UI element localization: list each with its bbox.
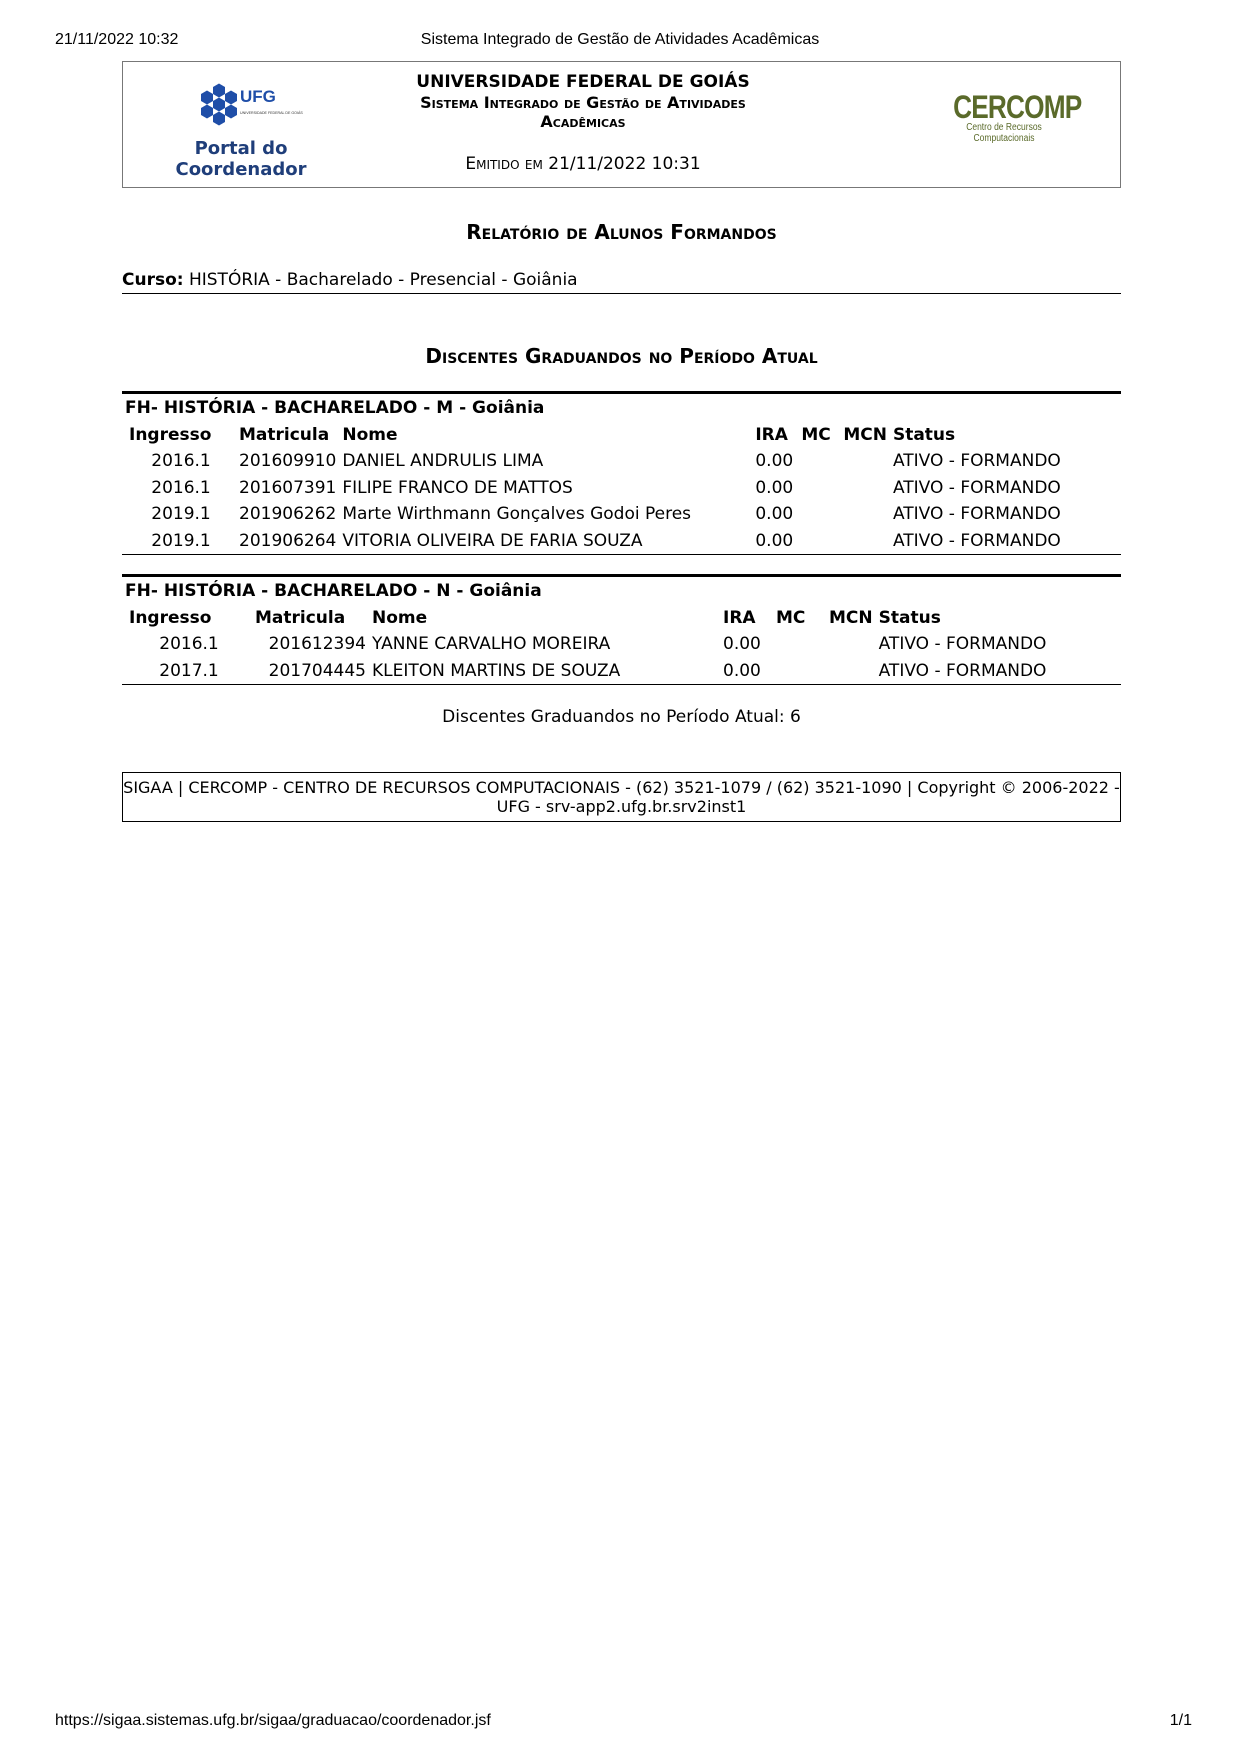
group-m	[122, 391, 1121, 555]
cell-ira: 0.00	[723, 660, 761, 681]
cell-matricula: 201607391	[239, 477, 337, 498]
cell-ira: 0.00	[755, 451, 794, 472]
table-row	[126, 448, 1064, 475]
group-title: FH- HISTÓRIA - BACHARELADO - N - Goiânia	[125, 581, 542, 601]
cell-ira: 0.00	[723, 634, 761, 655]
table-row	[126, 501, 1064, 528]
ufg-logo-subtext: UNIVERSIDADE FEDERAL DE GOIÁS	[240, 111, 303, 115]
col-matricula: Matricula	[255, 608, 346, 628]
col-nome: Nome	[372, 608, 428, 628]
cell-mcn	[826, 631, 876, 658]
cell-nome: DANIEL ANDRULIS LIMA	[342, 451, 544, 472]
cell-nome: YANNE CARVALHO MOREIRA	[372, 634, 611, 655]
cercomp-logo-subtitle: Centro de Recursos Computacionais	[966, 122, 1042, 144]
cell-nome: Marte Wirthmann Gonçalves Godoi Peres	[342, 504, 692, 525]
print-page-title: Sistema Integrado de Gestão de Atividades Acadêmicas	[420, 31, 820, 48]
cell-ingresso: 2016.1	[159, 634, 219, 655]
cell-mc	[773, 658, 826, 685]
university-name: UNIVERSIDADE FEDERAL DE GOIÁS	[416, 72, 750, 92]
cell-status: ATIVO - FORMANDO	[892, 504, 1061, 525]
col-ingresso: Ingresso	[129, 425, 212, 445]
cell-mc	[773, 631, 826, 658]
ufg-logo	[191, 80, 303, 128]
table-header-row	[126, 605, 1049, 631]
cell-nome: KLEITON MARTINS DE SOUZA	[372, 660, 621, 681]
cell-nome: FILIPE FRANCO DE MATTOS	[342, 477, 573, 498]
cell-ingresso: 2019.1	[151, 530, 211, 551]
table-row	[126, 631, 1049, 658]
cell-ira: 0.00	[755, 477, 794, 498]
total-line: Discentes Graduandos no Período Atual: 6	[442, 707, 801, 727]
cell-status: ATIVO - FORMANDO	[878, 660, 1047, 681]
cell-matricula: 201704445	[268, 660, 366, 681]
cell-mcn	[840, 501, 890, 528]
cell-ingresso: 2017.1	[159, 660, 219, 681]
students-table	[126, 422, 1064, 554]
cell-mc	[798, 528, 840, 555]
table-row	[126, 475, 1064, 502]
report-header	[122, 61, 1121, 188]
cell-mc	[798, 448, 840, 475]
issued-date: Emitido em 21/11/2022 10:31	[465, 154, 701, 174]
system-name: Sistema Integrado de Gestão de Atividades Acadêmicas	[420, 93, 746, 131]
course-label: Curso:	[122, 270, 184, 290]
cell-nome: VITORIA OLIVEIRA DE FARIA SOUZA	[342, 530, 643, 551]
col-nome: Nome	[342, 425, 398, 445]
cell-status: ATIVO - FORMANDO	[892, 451, 1061, 472]
cell-status: ATIVO - FORMANDO	[892, 477, 1061, 498]
cell-mcn	[840, 448, 890, 475]
cell-mc	[798, 501, 840, 528]
cell-matricula: 201609910	[239, 451, 337, 472]
cell-ira: 0.00	[755, 530, 794, 551]
col-ingresso: Ingresso	[129, 608, 212, 628]
cell-mc	[798, 475, 840, 502]
cell-mcn	[826, 658, 876, 685]
col-mc: MC	[801, 425, 831, 445]
col-mcn: MCN	[843, 425, 887, 445]
cercomp-logo	[939, 89, 1082, 144]
cell-ingresso: 2016.1	[151, 451, 211, 472]
cell-matricula: 201906262	[239, 504, 337, 525]
table-row	[126, 658, 1049, 685]
section-title: Discentes Graduandos no Período Atual	[425, 344, 818, 368]
col-mcn: MCN	[829, 608, 873, 628]
ufg-logo-text: UFG	[240, 87, 276, 106]
col-mc: MC	[776, 608, 806, 628]
students-table	[126, 605, 1049, 684]
cell-ira: 0.00	[755, 504, 794, 525]
cell-ingresso: 2019.1	[151, 504, 211, 525]
cell-mcn	[840, 475, 890, 502]
col-ira: IRA	[723, 608, 756, 628]
cell-status: ATIVO - FORMANDO	[892, 530, 1061, 551]
print-datetime: 21/11/2022 10:32	[55, 31, 179, 48]
table-header-row	[126, 422, 1064, 448]
footer-text: SIGAA | CERCOMP - CENTRO DE RECURSOS COMPUTACIONAIS - (62) 3521-1079 / (62) 3521-1090 | Copyright © 2006-2022 - UFG - srv-app2.ufg.br.srv2inst1	[123, 778, 1120, 816]
cell-status: ATIVO - FORMANDO	[878, 634, 1047, 655]
footer	[122, 772, 1121, 822]
cell-mcn	[840, 528, 890, 555]
group-title: FH- HISTÓRIA - BACHARELADO - M - Goiânia	[125, 398, 545, 418]
cell-ingresso: 2016.1	[151, 477, 211, 498]
cell-matricula: 201906264	[239, 530, 337, 551]
col-matricula: Matricula	[239, 425, 330, 445]
cercomp-logo-text: CERCOMP	[953, 89, 1082, 125]
course-value: HISTÓRIA - Bacharelado - Presencial - Goiânia	[188, 270, 578, 290]
print-page-number: 1/1	[1169, 1712, 1192, 1729]
col-status: Status	[878, 608, 941, 628]
portal-title: Portal do Coordenador	[175, 138, 307, 180]
group-n	[122, 574, 1121, 685]
col-status: Status	[892, 425, 956, 445]
print-url: https://sigaa.sistemas.ufg.br/sigaa/graduacao/coordenador.jsf	[55, 1712, 491, 1729]
course-line	[122, 270, 1121, 294]
col-ira: IRA	[755, 425, 788, 445]
report-title: Relatório de Alunos Formandos	[466, 220, 777, 244]
table-row	[126, 528, 1064, 555]
cell-matricula: 201612394	[268, 634, 366, 655]
